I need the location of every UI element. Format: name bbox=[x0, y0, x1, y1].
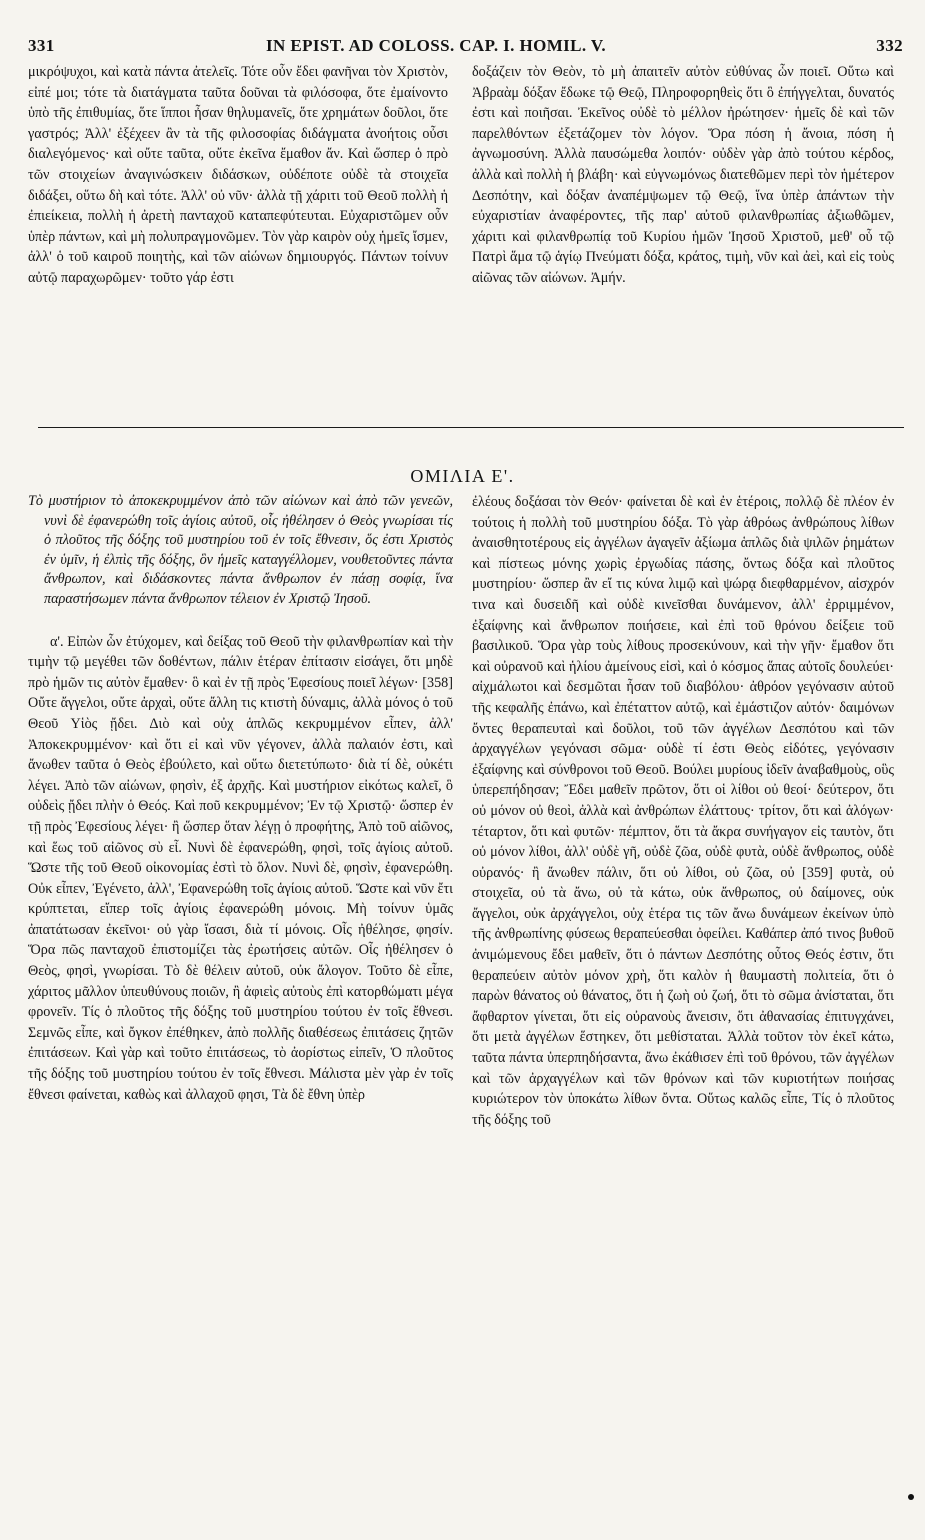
ink-dot bbox=[908, 1494, 914, 1500]
top-left-paragraph: μικρόψυχοι, καὶ κατὰ πάντα ἀτελεῖς. Τότε οὖν ἔδει φανῆναι τὸν Χριστὸν, εἰπέ μοι; τότε τὰ διατάγματα ταῦτα δοῦναι τὰ φιλόσοφα, ὅτε ἐμαίνοντο ὑπὸ τῆς ἐπιθυμίας, ὅτε ἵπποι ἦσαν θηλυμανεῖς, ὅτε χρημάτων δοῦλοι, ὅτε γαστρός; Ἀλλ' ἐξέχεεν ἂν τὰ τῆς φιλοσοφίας διδάγματα ἀνοήτοις οὖσι διαλεγόμενος· καὶ οὔτε ταῦτα, οὔτε ἐκεῖνα ἔμαθον ἄν. Καὶ ὥσπερ ὁ πρὸ τῶν στοιχείων ἀναγινώσκειν διδάσκων, οὐδέποτε οὐδὲ τὰ στοιχεῖα διδάξει, οὕτω δὴ καὶ τότε. Ἀλλ' οὐ νῦν· ἀλλὰ τῇ χάριτι τοῦ Θεοῦ πολλὴ ἡ ἐπιείκεια, πολλὴ ἡ ἀρετὴ πανταχοῦ καταπεφύτευται. Εὐχαριστῶμεν οὖν ὑπὲρ πάντων, καὶ μὴ πολυπραγμονῶμεν. Τὸν γὰρ καιρὸν οὐχ ἡμεῖς ἴσμεν, ἀλλ' ὁ τοῦ καιροῦ ποιητὴς, καὶ τῶν αἰώνων δημιουργός. Πάντων τοίνυν αὐτῷ παραχωρῶμεν· τοῦτο γάρ ἐστι bbox=[28, 64, 448, 286]
running-head-title: IN EPIST. AD COLOSS. CAP. I. HOMIL. V. bbox=[266, 36, 607, 55]
top-right-column bbox=[472, 62, 894, 382]
commentary-paragraph-left: α'. Εἰπὼν ὧν ἐτύχομεν, καὶ δείξας τοῦ Θεοῦ τὴν φιλανθρωπίαν καὶ τὴν τιμὴν τῷ μεγέθει τῶν δοθέντων, πάλιν ἑτέραν ἐπίτασιν εἰσάγει, ὅτι μηδὲ πρὸ ἡμῶν τις αὐτὸν ἔμαθεν· ὃ καὶ ἐν τῇ πρὸς Ἐφεσίους ποιεῖ λέγων· [358] Οὔτε ἄγγελοι, οὔτε ἀρχαὶ, οὔτε ἄλλη τις κτιστὴ δύναμις, ἀλλὰ μόνος ὁ τοῦ Θεοῦ Υἱὸς ᾔδει. Διὸ καὶ οὐχ ἁπλῶς κεκρυμμένον εἶπεν, ἀλλ' Ἀποκεκρυμμένον· καὶ ὅτι εἰ καὶ νῦν γέγονεν, ἀλλὰ παλαιόν ἐστι, καὶ ἄνωθεν ταῦτα ὁ Θεὸς ἐβούλετο, καὶ οὕτω διετετύπωτο· διὰ τί δὲ, οὐκέτι λέγει. Ἀπὸ τῶν αἰώνων, φησὶν, ἐξ ἀρχῆς. Καὶ μυστήριον εἰκότως καλεῖ, ὃ οὐδεὶς ᾔδει πλὴν ὁ Θεός. Καὶ ποῦ κεκρυμμένον; Ἐν τῷ Χριστῷ· ὥσπερ ἐν τῇ πρὸς Ἐφεσίους λέγει· ἢ ὥσπερ ὅταν λέγῃ ὁ προφήτης, Ἀπὸ τοῦ αἰῶνος, καὶ ἕως τοῦ αἰῶνος σὺ εἶ. Νυνὶ δὲ ἐφανερώθη, φησὶ, τοῖς ἁγίοις αὐτοῦ. Ὥστε τῆς τοῦ Θεοῦ οἰκονομίας ἐστὶ τὸ ὅλον. Νυνὶ δὲ, φησὶν, ἐφανερώθη. Οὐκ εἶπεν, Ἐγένετο, ἀλλ', Ἐφανερώθη τοῖς ἁγίοις αὐτοῦ. Ὥστε καὶ νῦν ἔτι κρύπτεται, εἴπερ τοῖς ἁγίοις ἐφανερώθη μόνοις. Μὴ τοίνυν ὑμᾶς ἀπατάτωσαν ἐκεῖνοι· οὐ γὰρ ἴσασι, διὰ τί μόνοις. Οἷς ἠθέλησε, φησίν. Ὅρα πῶς πανταχοῦ ἐπιστομίζει τὰς ἐρωτήσεις αὐτῶν. Οἷς ἠθέλησεν ὁ Θεὸς, φησὶ, γνωρίσαι. Τὸ δὲ θέλειν αὐτοῦ, οὐκ ἄλογον. Τοῦτο δὲ εἶπε, χάριτος μᾶλλον ὑπευθύνους ποιῶν, ἢ ἀφιεὶς αὐτοὺς ἐπὶ κατορθώματι μέγα φρονεῖν. Τίς ὁ πλοῦτος τῆς δόξης τοῦ μυστηρίου τούτου ἐν τοῖς ἔθνεσι. Σεμνῶς εἶπε, καὶ ὄγκον ἐπέθηκεν, ἀπὸ πολλῆς διαθέσεως ἐπιτάσεις ζητῶν ἐπιτάσεων. Καὶ γὰρ καὶ τοῦτο ἐπιτάσεως, τὸ ἀορίστως εἰπεῖν, Ὁ πλοῦτος τῆς δόξης τοῦ μυστηρίου τούτου ἐν τοῖς ἔθνεσι. Μάλιστα μὲν γὰρ ἐν τοῖς ἔθνεσι φαίνεται, καθὼς καὶ ἀλλαχοῦ φησι, Τὰ δὲ ἔθνη ὑπὲρ bbox=[28, 633, 453, 1103]
page-number-left: 331 bbox=[28, 36, 55, 55]
homily-title: ΟΜΙΛΙΑ Ε'. bbox=[410, 466, 515, 486]
running-head bbox=[28, 36, 903, 60]
commentary-paragraph-right: ἐλέους δοξάσαι τὸν Θεόν· φαίνεται δὲ καὶ ἐν ἑτέροις, πολλῷ δὲ πλέον ἐν τούτοις ἡ πολλὴ τοῦ μυστηρίου δόξα. Τὸ γὰρ ἀθρόως ἀνθρώπους λίθων ἀναισθητοτέρους εἰς ἀγγέλων ἀγαγεῖν ἀξίωμα ἁπλῶς διὰ ψιλῶν ῥημάτων καὶ πίστεως μόνης χωρὶς ἐργωδίας πάσης, ὄντως δόξα καὶ πλοῦτος μυστηρίου· ὥσπερ ἂν εἴ τις κύνα λιμῷ καὶ ψώρᾳ διεφθαρμένον, αἰσχρόν τινα καὶ δυσειδῆ καὶ οὐδὲ κινεῖσθαι δυνάμενον, ἀλλ' ἐρριμμένον, ἐξαίφνης καὶ ἄνθρωπον ποιήσειε, καὶ ἐπὶ τοῦ θρόνου δείξειε τοῦ βασιλικοῦ. Ὅρα γὰρ τοὺς λίθους προσεκύνουν, καὶ τὴν γῆν· ἔμαθον ὅτι καὶ οὐρανοῦ καὶ ἡλίου ἀμείνους εἰσὶ, καὶ ὁ κόσμος ἅπας αὐτοῖς δουλεύει· αἰχμάλωτοι καὶ δεσμῶται ἦσαν τοῦ διαβόλου· ἀθρόον γεγόνασιν αὐτοῦ τῆς κεφαλῆς ἐπάνω, καὶ ἐπέταττον αὐτῷ, καὶ ἐμάστιζον αὐτόν· δαιμόνων ὄντες θεραπευταὶ καὶ δοῦλοι, τοῦ τῶν ἀγγέλων Δεσπότου καὶ τῶν ἀρχαγγέλων γεγόνασι σῶμα· οὐδὲ τί ἐστι Θεὸς εἰδότες, γεγόνασιν ἐξαίφνης καὶ σύνθρονοι τοῦ Θεοῦ. Βούλει μυρίους ἰδεῖν ἀναβαθμοὺς, οὓς ὑπερεπήδησαν; Ἔδει μαθεῖν πρῶτον, ὅτι οἱ λίθοι οὐ θεοί· δεύτερον, ὅτι οὐ μόνον οὐ θεοὶ, ἀλλὰ καὶ ἀνθρώπων ἐλάττους· τρίτον, ὅτι καὶ ἀλόγων· τέταρτον, ὅτι καὶ φυτῶν· πέμπτον, ὅτι τὰ ἄκρα συνήγαγον εἰς ταυτὸν, ὅτι οὐ μόνον λίθοι, ἀλλ' οὐδὲ γῆ, οὐδὲ ζῶα, οὐδὲ φυτὰ, οὐδὲ ἄνθρωπος, οὐδὲ οὐρανός· ἢ ἄνωθεν πάλιν, ὅτι οὐ λίθοι, οὐ ζῶα, οὐ [359] φυτὰ, οὐ στοιχεῖα, οὐ τὰ ἄνω, οὐ τὰ κάτω, οὐκ ἄνθρωπος, οὐ δαίμονες, οὐκ ἄγγελοι, οὐκ ἀρχάγγελοι, οὐχ ἑτέρα τις τῶν ἄνω δυνάμεων ἐκείνων ὑπὸ τῆς ἀνθρωπίνης φύσεως θεραπεύεσθαι ὀφείλει. Καθάπερ ἀπό τινος βυθοῦ ἀνιμώμενους ἔδει μαθεῖν, ὅτι ὁ πάντων Δεσπότης οὗτος Θεός ἐστιν, ὅτι θεραπεύειν αὐτὸν μόνον χρὴ, ὅτι καλὸν ἡ θαυμαστὴ πολιτεία, ὅτι ὁ παρὼν θάνατος οὐ θάνατος, ὅτι ἡ ζωὴ οὐ ζωή, ὅτι τὸ σῶμα ἀνίσταται, ὅτι ἄφθαρτον γίνεται, ὅτι εἰς οὐρανοὺς ἄνεισιν, ὅτι ἀθανασίας ἐπιτυγχάνει, ὅτι μετὰ ἀγγέλων ἕστηκεν, ὅτι μεθίσταται. Ἀλλὰ τοῦτον τὸν ἐκεῖ κάτω, ταῦτα πάντα ὑπερπηδήσαντα, ἄνω ἐκάθισεν ἐπὶ τοῦ θρόνου, τῶν ἀγγέλων καὶ τῶν ἀρχαγγέλων καὶ τῶν θρόνων καὶ τῶν κυριοτήτων ποιήσας κυριώτερον τὸν ὑποκάτω λίθων ὄντα. Οὕτως καλῶς εἶπε, Τίς ὁ πλοῦτος τῆς δόξης τοῦ bbox=[472, 494, 894, 1128]
scripture-lemma: Τὸ μυστήριον τὸ ἀποκεκρυμμένον ἀπὸ τῶν αἰώνων καὶ ἀπὸ τῶν γενεῶν, νυνὶ δὲ ἐφανερώθη τοῖς ἁγίοις αὐτοῦ, οἷς ἠθέλησεν ὁ Θεὸς γνωρίσαι τίς ὁ πλοῦτος τῆς δόξης τοῦ μυστηρίου τοῦ ἐν τοῖς ἔθνεσιν, ὅς ἐστι Χριστὸς ἐν ὑμῖν, ἡ ἐλπὶς τῆς δόξης, ὃν ἡμεῖς καταγγέλλομεν, νουθετοῦντες πάντα ἄνθρωπον, καὶ διδάσκοντες πάντα ἄνθρωπον ἐν πάσῃ σοφίᾳ, ἵνα παραστήσωμεν πάντα ἄνθρωπον τέλειον ἐν Χριστῷ Ἰησοῦ. bbox=[28, 493, 453, 607]
section-divider bbox=[38, 427, 904, 428]
page-number-right: 332 bbox=[876, 36, 903, 55]
top-left-column bbox=[28, 62, 448, 382]
top-right-paragraph: δοξάζειν τὸν Θεὸν, τὸ μὴ ἀπαιτεῖν αὐτὸν εὐθύνας ὧν ποιεῖ. Οὕτω καὶ Ἀβραὰμ δόξαν ἔδωκε τῷ Θεῷ, Πληροφορηθεὶς ὅτι ὃ ἐπήγγελται, δυνατός ἐστι καὶ ποιῆσαι. Ἐκεῖνος οὐδὲ τὸ μέλλον ἠρώτησεν· ἡμεῖς δὲ καὶ τῶν παρελθόντων ἐξετάζομεν τὸν λόγον. Ὅρα πόση ἡ ἄνοια, πόση ἡ ἀγνωμοσύνη. Ἀλλὰ παυσώμεθα λοιπόν· οὐδὲν γὰρ ἀπὸ τούτου κέρδος, ἀλλὰ καὶ πολλὴ ἡ βλάβη· καὶ εὐγνωμόνως διατεθῶμεν περὶ τὸν ἡμέτερον Δεσπότην, καὶ δόξαν ἀναπέμψωμεν τῷ Θεῷ, ἵνα ὑπὲρ ἁπάντων τὴν εὐχαριστίαν ἀναφέροντες, τῆς παρ' αὐτοῦ φιλανθρωπίας ἀξιωθῶμεν, χάριτι καὶ φιλανθρωπίᾳ τοῦ Κυρίου ἡμῶν Ἰησοῦ Χριστοῦ, μεθ' οὗ τῷ Πατρὶ ἅμα τῷ ἁγίῳ Πνεύματι δόξα, κράτος, τιμὴ, νῦν καὶ ἀεὶ, καὶ εἰς τοὺς αἰῶνας τῶν αἰώνων. Ἀμήν. bbox=[472, 64, 894, 286]
bottom-right-column bbox=[472, 492, 894, 1502]
bottom-left-column bbox=[28, 492, 453, 1502]
